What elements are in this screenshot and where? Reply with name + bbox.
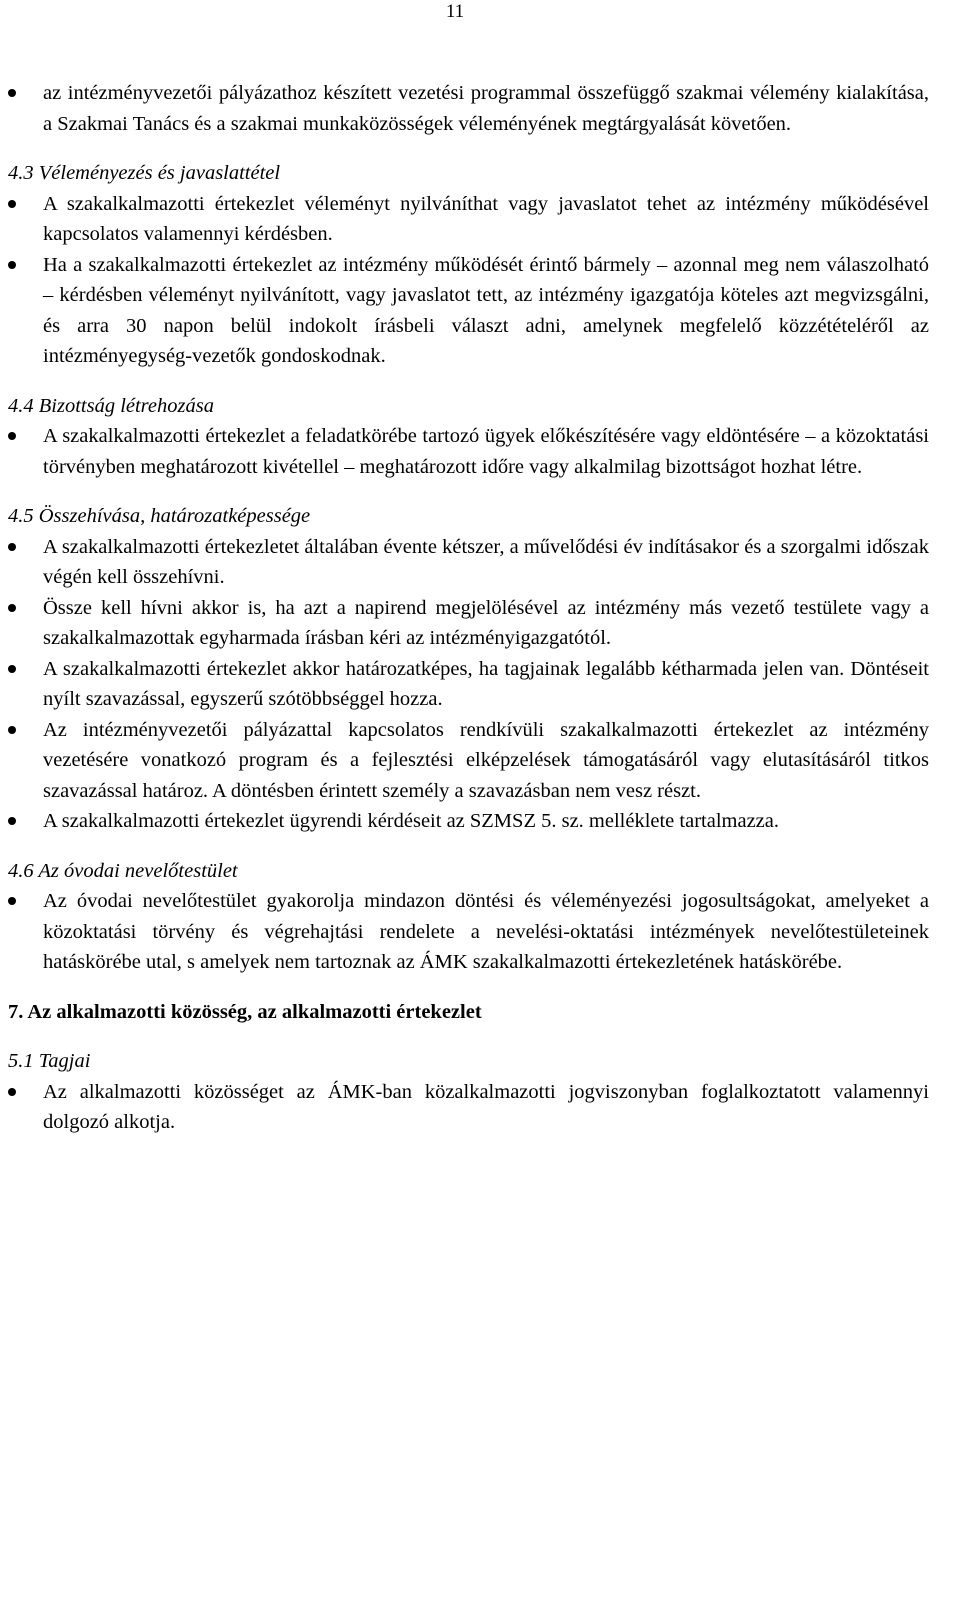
list-item: A szakalkalmazotti értekezlet akkor határozatképes, ha tagjainak legalább kétharmada jelen van. Döntéseit nyílt szavazással, egyszerű szótöbbséggel hozza. bbox=[8, 654, 929, 715]
list-item: A szakalkalmazotti értekezletet általában évente kétszer, a művelődési év indításakor és a szorgalmi időszak végén kell összehívni. bbox=[8, 532, 929, 593]
list-item: Az óvodai nevelőtestület gyakorolja mindazon döntési és véleményezési jogosultságokat, amelyeket a közoktatási törvény és végrehajtási rendelete a nevelési-oktatási intézmények nevelőtestületeinek hatáskörébe utal, s amelyek nem tartoznak az ÁMK szakalkalmazotti értekezletének hatáskörébe. bbox=[8, 886, 929, 978]
bullet-list bbox=[8, 886, 929, 978]
list-item: A szakalkalmazotti értekezlet véleményt nyilváníthat vagy javaslatot tehet az intézmény működésével kapcsolatos valamennyi kérdésben. bbox=[8, 189, 929, 250]
document-body bbox=[8, 78, 929, 1138]
bullet-list bbox=[8, 1077, 929, 1138]
page-number: 11 bbox=[445, 1, 465, 22]
bullet-list bbox=[8, 189, 929, 372]
list-item: Ha a szakalkalmazotti értekezlet az intézmény működését érintő bármely – azonnal meg nem válaszolható – kérdésben véleményt nyilvánított, vagy javaslatot tett, az intézmény igazgatója köteles azt megvizsgálni, és arra 30 napon belül indokolt írásbeli választ adni, amelynek megfelelő közzétételéről az intézményegység-vezetők gondoskodnak. bbox=[8, 250, 929, 372]
chapter-heading-7: 7. Az alkalmazotti közösség, az alkalmazotti értekezlet bbox=[8, 1000, 482, 1023]
list-item: Az alkalmazotti közösséget az ÁMK-ban közalkalmazotti jogviszonyban foglalkoztatott valamennyi dolgozó alkotja. bbox=[8, 1077, 929, 1138]
bullet-list bbox=[8, 532, 929, 837]
section-heading-4-4: 4.4 Bizottság létrehozása bbox=[8, 394, 214, 417]
bullet-list bbox=[8, 421, 929, 482]
list-item: Az intézményvezetői pályázattal kapcsolatos rendkívüli szakalkalmazotti értekezlet az intézmény vezetésére vonatkozó program és a fejlesztési elképzelések támogatásáról vagy elutasításáról titkos szavazással határoz. A döntésben érintett személy a szavazásban nem vesz részt. bbox=[8, 715, 929, 807]
list-item: A szakalkalmazotti értekezlet a feladatkörébe tartozó ügyek előkészítésére vagy eldöntésére – a közoktatási törvényben meghatározott kivétellel – meghatározott időre vagy alkalmilag bizottságot hozhat létre. bbox=[8, 421, 929, 482]
bullet-list bbox=[8, 78, 929, 139]
section-heading-4-3: 4.3 Véleményezés és javaslattétel bbox=[8, 162, 281, 184]
list-item: Össze kell hívni akkor is, ha azt a napirend megjelölésével az intézmény más vezető testülete vagy a szakalkalmazottak egyharmada írásban kéri az intézményigazgatótól. bbox=[8, 593, 929, 654]
list-item: az intézményvezetői pályázathoz készített vezetési programmal összefüggő szakmai vélemény kialakítása, a Szakmai Tanács és a szakmai munkaközösségek véleményének megtárgyalását követően. bbox=[8, 78, 929, 139]
section-heading-4-6: 4.6 Az óvodai nevelőtestület bbox=[8, 859, 238, 882]
list-item: A szakalkalmazotti értekezlet ügyrendi kérdéseit az SZMSZ 5. sz. melléklete tartalmazza. bbox=[8, 806, 929, 837]
section-heading-5-1: 5.1 Tagjai bbox=[8, 1050, 91, 1072]
section-heading-4-5: 4.5 Összehívása, határozatképessége bbox=[8, 505, 311, 527]
